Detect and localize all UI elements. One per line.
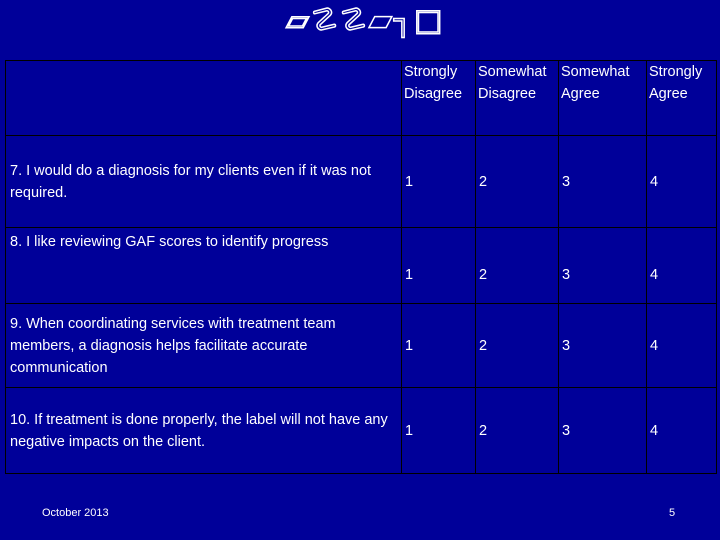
question-10: 10. If treatment is done properly, the label will not have any negative impacts on the client.: [6, 388, 402, 474]
scale-4: 4: [647, 228, 717, 304]
scale-1: 1: [402, 304, 476, 388]
slide-title: [286, 2, 444, 38]
scale-3: 3: [559, 228, 647, 304]
scale-4: 4: [647, 136, 717, 228]
header-label-line: Disagree: [478, 86, 537, 102]
header-label-line: Somewhat: [561, 64, 630, 80]
header-label-line: Agree: [561, 86, 600, 102]
scale-2: 2: [476, 136, 559, 228]
header-blank-cell: [6, 61, 402, 136]
scale-2: 2: [476, 228, 559, 304]
scale-4: 4: [647, 388, 717, 474]
table-row: [6, 136, 717, 228]
header-label-line: Somewhat: [478, 64, 547, 80]
page-number: 5: [669, 507, 676, 519]
header-label-line: Strongly: [649, 64, 703, 80]
scale-3: 3: [559, 388, 647, 474]
survey-table: [5, 60, 717, 474]
scale-3: 3: [559, 304, 647, 388]
header-somewhat-agree: [559, 61, 647, 136]
header-somewhat-disagree: [476, 61, 559, 136]
scale-3: 3: [559, 136, 647, 228]
header-label-line: Disagree: [404, 86, 463, 102]
header-strongly-disagree: [402, 61, 476, 136]
slide-title-glyphs: ▱☡☡▰┐□: [286, 2, 445, 38]
table-row: [6, 304, 717, 388]
scale-2: 2: [476, 304, 559, 388]
table-row: [6, 228, 717, 304]
table-row: [6, 388, 717, 474]
question-8: 8. I like reviewing GAF scores to identify progress: [6, 228, 402, 304]
footer-date: October 2013: [42, 507, 109, 519]
table-header-row: [6, 61, 717, 136]
question-7: 7. I would do a diagnosis for my clients even if it was not required.: [6, 136, 402, 228]
question-9: 9. When coordinating services with treatment team members, a diagnosis helps facilitate accurate communication: [6, 304, 402, 388]
header-label-line: Agree: [649, 86, 688, 102]
header-strongly-agree: [647, 61, 717, 136]
scale-1: 1: [402, 136, 476, 228]
scale-2: 2: [476, 388, 559, 474]
scale-1: 1: [402, 228, 476, 304]
scale-1: 1: [402, 388, 476, 474]
header-label-line: Strongly: [404, 64, 458, 80]
scale-4: 4: [647, 304, 717, 388]
